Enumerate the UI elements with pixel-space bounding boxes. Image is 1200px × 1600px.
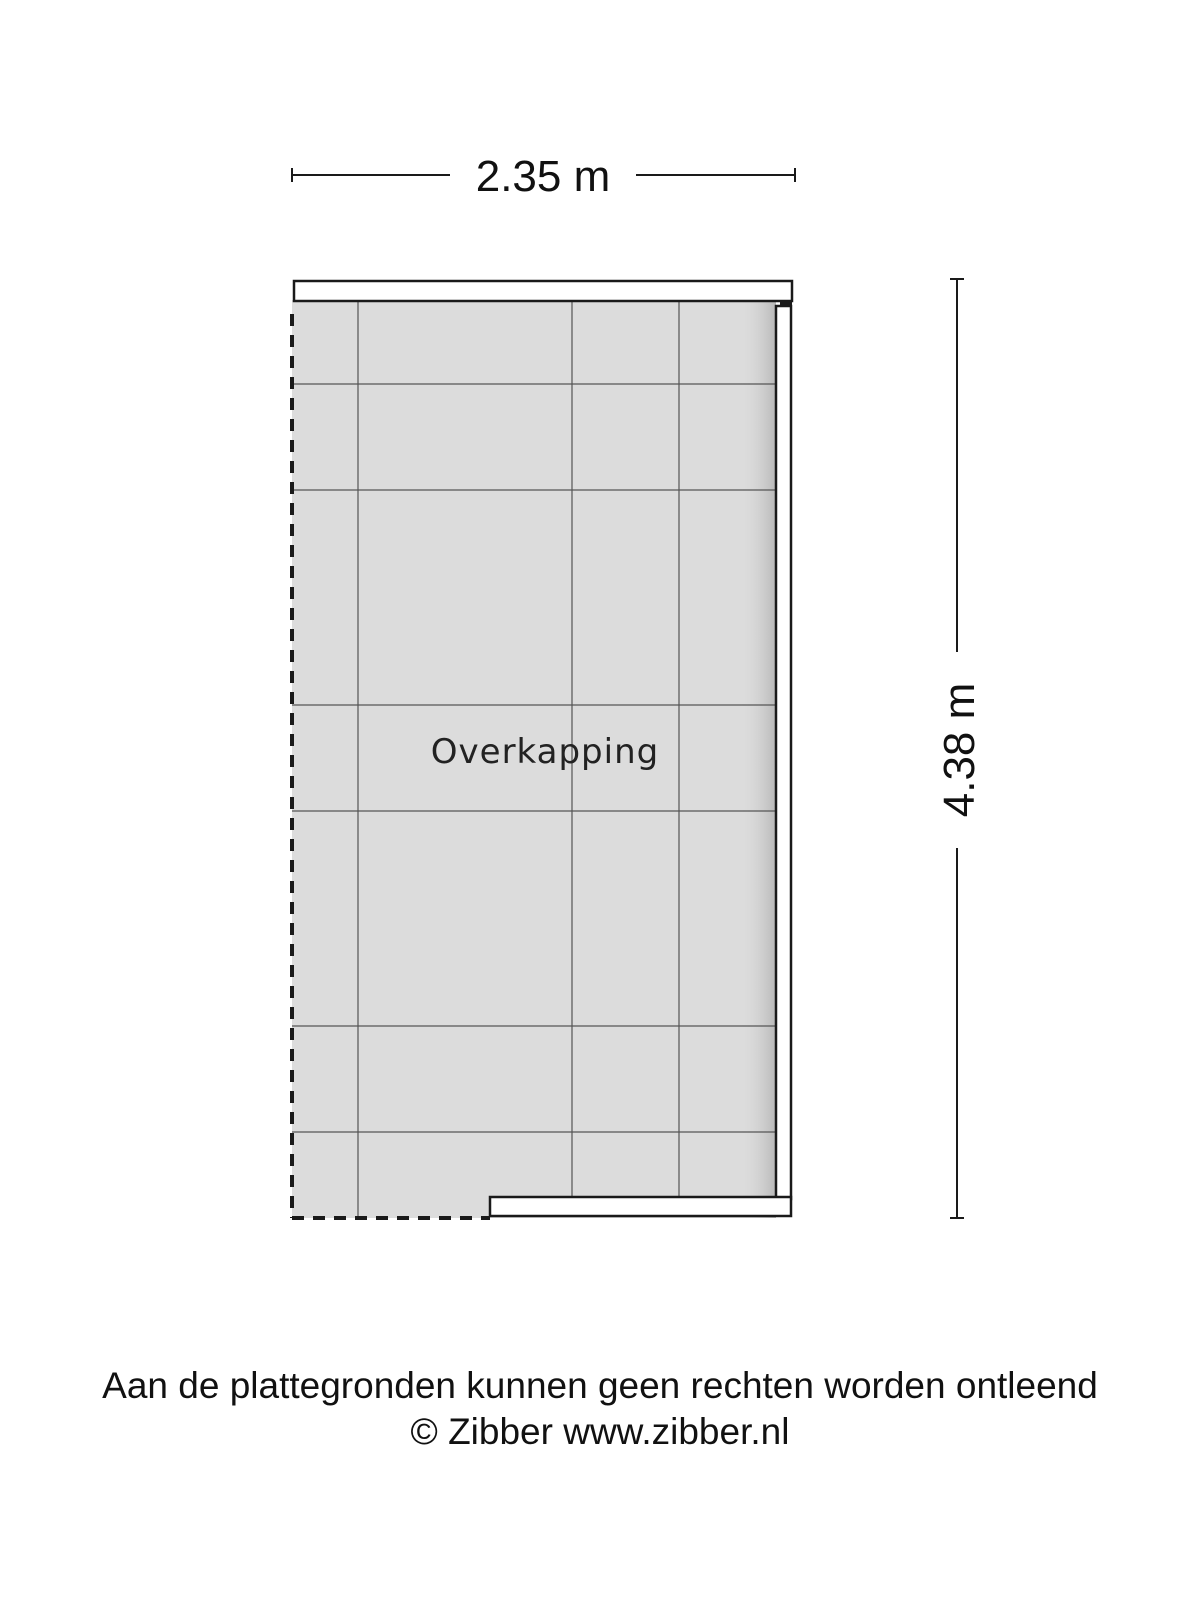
disclaimer-text: Aan de plattegronden kunnen geen rechten worden ontleend [102,1365,1098,1406]
width-dimension [292,152,795,201]
room-overkapping [292,281,792,1218]
height-dimension [935,279,984,1218]
width-label: 2.35 m [475,152,611,201]
top-wall [294,281,792,301]
height-label: 4.38 m [935,682,984,818]
right-wall [776,306,791,1199]
bottom-wall [490,1197,791,1216]
copyright-text: © Zibber www.zibber.nl [410,1411,790,1452]
room-label: Overkapping [430,732,660,772]
